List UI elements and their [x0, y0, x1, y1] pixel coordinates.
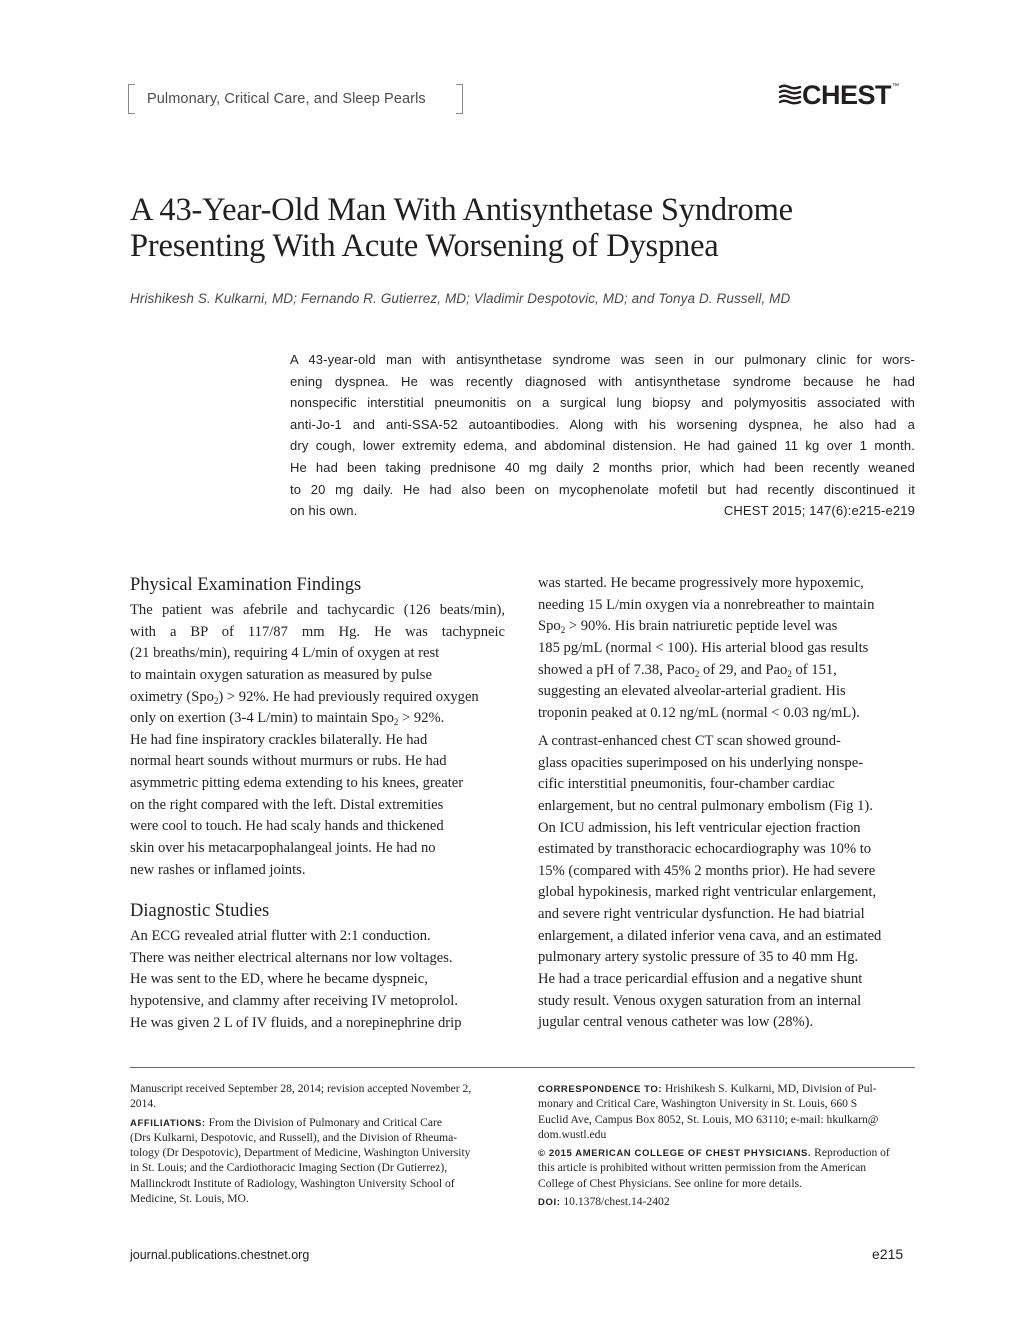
text-line: needing 15 L/min oxygen via a nonrebreather to maintain — [538, 596, 875, 613]
abstract-line: nonspecific interstitial pneumonitis on a surgical lung biopsy and polymyositis associated with — [290, 395, 915, 411]
text-line: The patient was afebrile and tachycardic (126 beats/min), — [130, 602, 505, 618]
chest-logo[interactable] — [778, 80, 899, 110]
abstract-line: dry cough, lower extremity edema, and abdominal distension. He had gained 11 kg over 1 month. — [290, 438, 915, 454]
text-line: study result. Venous oxygen saturation from an internal — [538, 992, 862, 1009]
doi-link[interactable]: 10.1378/chest.14-2402 — [560, 1195, 670, 1209]
text-line: suggesting an elevated alveolar-arterial gradient. His — [538, 683, 846, 700]
physical-exam-paragraph — [130, 600, 505, 881]
affiliations-text: tology (Dr Despotovic), Department of Medicine, Washington University — [130, 1146, 471, 1160]
text-line: He was given 2 L of IV fluids, and a norepinephrine drip — [130, 1014, 462, 1031]
doi-label: DOI: — [538, 1197, 561, 1209]
manuscript-received: Manuscript received September 28, 2014; revision accepted November 2, — [130, 1082, 472, 1095]
logo-wordmark: CHEST — [802, 80, 892, 110]
affiliations-text: Medicine, St. Louis, MO. — [130, 1192, 249, 1206]
text-line: There was neither electrical alternans nor low voltages. — [130, 949, 453, 966]
logo-trademark: ™ — [892, 82, 900, 90]
text-line: normal heart sounds without murmurs or rubs. He had — [130, 753, 447, 770]
text-line: enlargement, a dilated inferior vena cava, and an estimated — [538, 927, 882, 944]
affiliations-label: AFFILIATIONS: — [130, 1117, 206, 1129]
copyright-text: College of Chest Physicians. See online for more details. — [538, 1176, 803, 1190]
text-line: glass opacities superimposed on his underlying nonspe- — [538, 754, 864, 771]
text-line: enlargement, but no central pulmonary embolism (Fig 1). — [538, 797, 873, 814]
title-line-2: Presenting With Acute Worsening of Dyspnea — [130, 228, 719, 264]
affiliations-text: (Drs Kulkarni, Despotovic, and Russell), and the Division of Rheuma- — [130, 1130, 458, 1144]
text-line: He had a trace pericardial effusion and a negative shunt — [538, 971, 863, 988]
copyright-text: Reproduction of — [811, 1146, 890, 1160]
text-line: of 29, and Pao — [699, 661, 788, 678]
text-line: troponin peaked at 0.12 ng/mL (normal < 0.03 ng/mL). — [538, 704, 860, 721]
subscript: 2 — [787, 668, 792, 679]
text-line: ) > 92%. He had previously required oxygen — [218, 688, 479, 705]
text-line: hypotensive, and clammy after receiving IV metoprolol. — [130, 992, 458, 1009]
diagnostic-paragraph — [130, 926, 505, 1034]
text-line: He was sent to the ED, where he became dyspneic, — [130, 971, 428, 988]
footnotes-right — [538, 1081, 915, 1209]
text-line: asymmetric pitting edema extending to his knees, greater — [130, 775, 464, 792]
copyright-label: © 2015 AMERICAN COLLEGE OF CHEST PHYSICIANS. — [538, 1148, 812, 1160]
text-line: pulmonary artery systolic pressure of 35 to 40 mm Hg. — [538, 949, 859, 966]
text-line: showed a pH of 7.38, Paco — [538, 661, 695, 678]
text-line: 15% (compared with 45% 2 months prior). He had severe — [538, 862, 876, 879]
subscript: 2 — [393, 717, 399, 728]
text-line: estimated by transthoracic echocardiography was 10% to — [538, 841, 872, 858]
correspondence-text: Hrishikesh S. Kulkarni, MD, Division of Pul- — [662, 1082, 877, 1095]
affiliations-text: Mallinckrodt Institute of Radiology, Washington University School of — [130, 1176, 455, 1190]
text-line: Spo — [538, 618, 561, 635]
subscript: 2 — [213, 695, 219, 706]
text-line: with a BP of 117/87 mm Hg. He was tachypneic — [130, 623, 505, 640]
abstract-line: anti-Jo-1 and anti-SSA-52 autoantibodies. Along with his worsening dyspnea, he also had a — [290, 416, 915, 432]
diagnostic-paragraph-continued — [538, 573, 915, 724]
chest-logo-icon — [778, 84, 802, 106]
abstract-line: on his own. — [290, 503, 358, 519]
footnotes-left — [130, 1081, 507, 1206]
text-line: on the right compared with the left. Distal extremities — [130, 796, 444, 813]
section-bracket-left — [128, 84, 135, 114]
heading-diagnostic-studies: Diagnostic Studies — [130, 901, 270, 921]
correspondence-label: CORRESPONDENCE TO: — [538, 1084, 663, 1095]
section-bracket-right — [456, 84, 463, 114]
journal-url[interactable]: journal.publications.chestnet.org — [130, 1248, 310, 1262]
affiliations-text: From the Division of Pulmonary and Critical Care — [205, 1115, 443, 1129]
subscript: 2 — [560, 625, 566, 636]
section-tag: Pulmonary, Critical Care, and Sleep Pearls — [147, 91, 426, 107]
text-line: > 92%. — [398, 710, 445, 727]
affiliations-text: in St. Louis; and the Cardiothoracic Imaging Section (Dr Gutierrez), — [130, 1161, 448, 1175]
page-number: e215 — [872, 1246, 904, 1262]
abstract-line: He had been taking prednisone 40 mg daily 2 months prior, which had been recently weaned — [290, 459, 915, 475]
title-line-1: A 43-Year-Old Man With Antisynthetase Syndrome — [130, 192, 793, 228]
text-line: was started. He became progressively more hypoxemic, — [538, 575, 864, 591]
correspondence-text: Euclid Ave, Campus Box 8052, St. Louis, MO 63110; e-mail: hkulkarn@ — [538, 1112, 879, 1126]
copyright-text: this article is prohibited without written permission from the American — [538, 1161, 867, 1175]
author-list: Hrishikesh S. Kulkarni, MD; Fernando R. Gutierrez, MD; Vladimir Despotovic, MD; and Tonya D. Russell, MD — [130, 291, 791, 306]
abstract-line: ening dyspnea. He was recently diagnosed with antisynthetase syndrome because he had — [290, 373, 915, 389]
subscript: 2 — [694, 668, 700, 679]
heading-physical-examination: Physical Examination Findings — [130, 575, 362, 595]
text-line: to maintain oxygen saturation as measured by pulse — [130, 666, 432, 683]
text-line: > 90%. His brain natriuretic peptide level was — [565, 618, 838, 635]
abstract — [290, 349, 915, 522]
manuscript-received: 2014. — [130, 1097, 157, 1111]
ct-scan-paragraph — [538, 731, 915, 1034]
correspondence-email[interactable]: dom.wustl.edu — [538, 1127, 607, 1141]
text-line: 185 pg/mL (normal < 100). His arterial blood gas results — [538, 639, 869, 656]
text-line: and severe right ventricular dysfunction. He had biatrial — [538, 906, 865, 923]
text-line: oximetry (Spo — [130, 688, 214, 705]
abstract-line: A 43-year-old man with antisynthetase syndrome was seen in our pulmonary clinic for wors- — [290, 352, 915, 367]
text-line: only on exertion (3-4 L/min) to maintain Spo — [130, 710, 394, 727]
text-line: jugular central venous catheter was low (28%). — [538, 1014, 814, 1031]
text-line: of 151, — [791, 661, 837, 678]
text-line: skin over his metacarpophalangeal joints. He had no — [130, 840, 436, 857]
text-line: (21 breaths/min), requiring 4 L/min of oxygen at rest — [130, 645, 440, 662]
text-line: He had fine inspiratory crackles bilaterally. He had — [130, 731, 428, 748]
text-line: new rashes or inflamed joints. — [130, 861, 306, 878]
text-line: global hypokinesis, marked right ventricular enlargement, — [538, 884, 877, 901]
citation: CHEST 2015; 147(6):e215-e219 — [723, 503, 915, 519]
correspondence-text: monary and Critical Care, Washington University in St. Louis, 660 S — [538, 1097, 858, 1111]
text-line: cific interstitial pneumonitis, four-chamber cardiac — [538, 776, 835, 793]
footnote-divider — [130, 1067, 915, 1068]
text-line: A contrast-enhanced chest CT scan showed ground- — [538, 733, 841, 749]
text-line: An ECG revealed atrial flutter with 2:1 conduction. — [130, 928, 431, 944]
text-line: On ICU admission, his left ventricular ejection fraction — [538, 819, 861, 836]
article-title — [130, 192, 920, 264]
text-line: were cool to touch. He had scaly hands and thickened — [130, 818, 444, 835]
abstract-line: to 20 mg daily. He had also been on mycophenolate mofetil but had recently discontinued it — [290, 481, 915, 497]
